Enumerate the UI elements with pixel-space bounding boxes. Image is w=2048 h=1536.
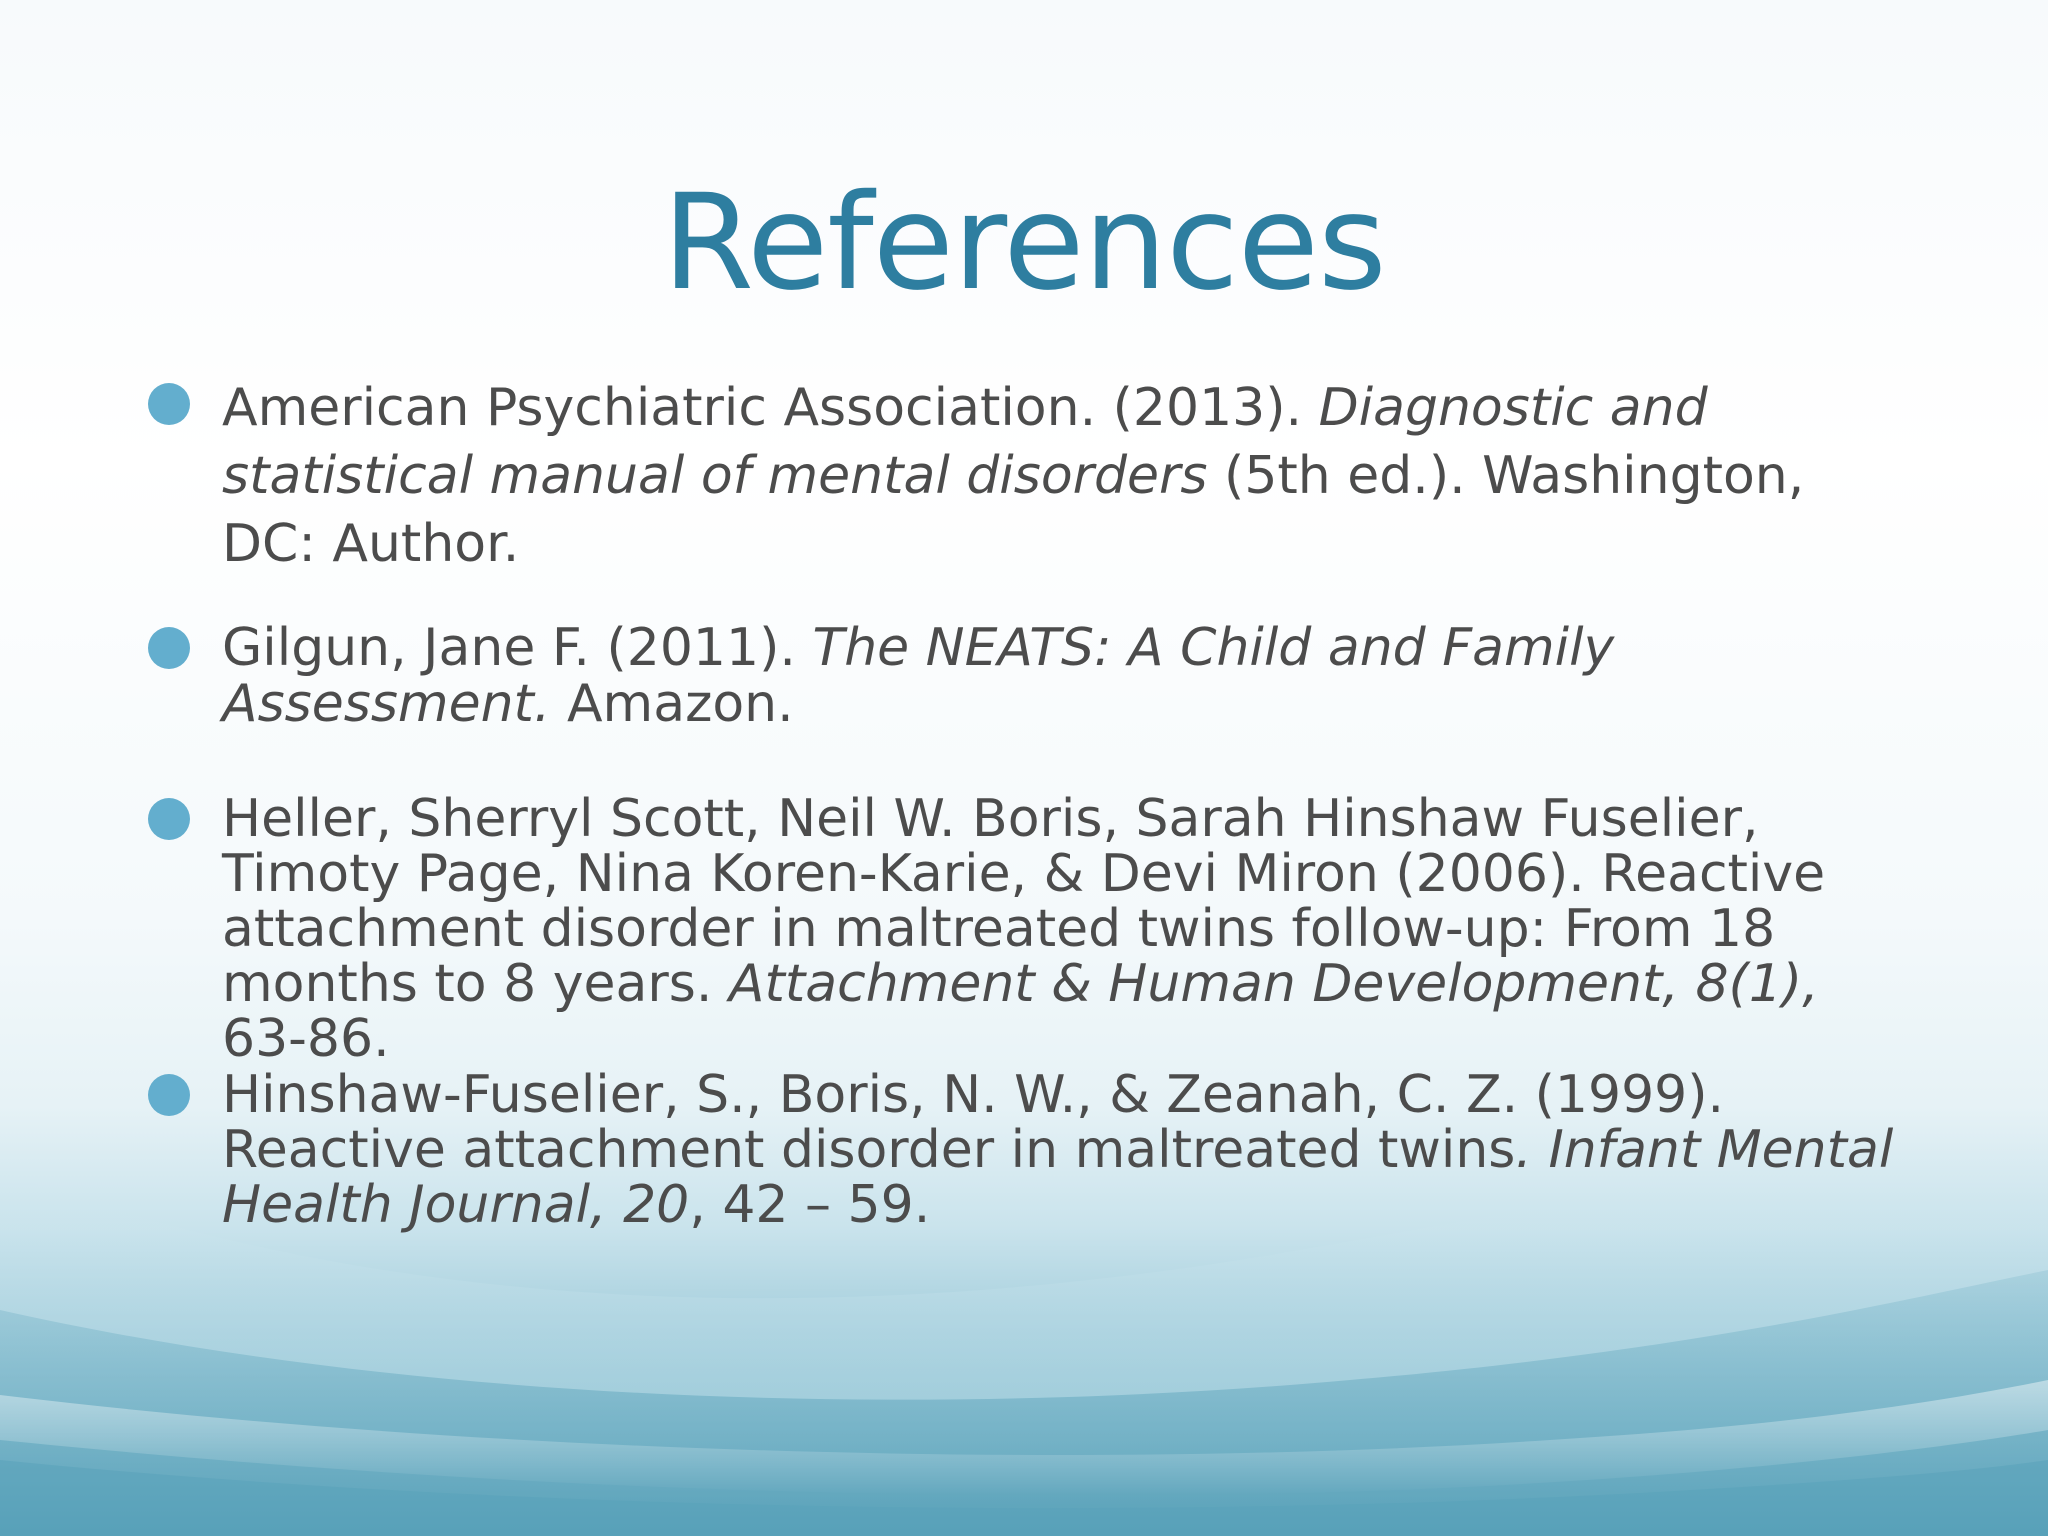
reference-text: Hinshaw-Fuselier, S., Boris, N. W., & Zeanah, C. Z. (1999). Reactive attachment disorder in maltreated twins xyxy=(222,1065,1725,1180)
reference-text: American Psychiatric Association. (2013). xyxy=(222,378,1319,438)
bullet-dot-icon xyxy=(148,627,190,669)
bullet-dot-icon xyxy=(148,1074,190,1116)
reference-title: The NEATS: A Child and Family Assessment. xyxy=(222,618,1615,734)
reference-text: Gilgun, Jane F. (2011). xyxy=(222,618,813,678)
reference-title: Diagnostic and statistical manual of mental disorders xyxy=(222,378,1708,506)
reference-item xyxy=(222,374,1902,578)
reference-item xyxy=(222,1065,1902,1235)
reference-details: (5th ed.). Washington, DC: Author. xyxy=(222,446,1805,574)
reference-text: Heller, Sherryl Scott, Neil W. Boris, Sarah Hinshaw Fuselier, Timoty Page, Nina Koren-Karie, & Devi Miron (2006). Reactive attachment disorder in maltreated twins follow-up: From 18 months to 8 years. xyxy=(222,789,1826,1014)
reference-details: 63-86. xyxy=(222,1009,390,1069)
reference-title: Attachment & Human Development, 8(1), xyxy=(728,954,1819,1014)
reference-item xyxy=(222,620,1902,732)
bullet-dot-icon xyxy=(148,798,190,840)
bullet-dot-icon xyxy=(148,383,190,425)
reference-details: Amazon. xyxy=(550,674,794,734)
reference-details: , 42 – 59. xyxy=(689,1175,931,1235)
reference-title: . Infant Mental Health Journal, 20 xyxy=(222,1120,1894,1235)
page-title: References xyxy=(662,166,1386,320)
reference-item xyxy=(222,789,1902,1069)
